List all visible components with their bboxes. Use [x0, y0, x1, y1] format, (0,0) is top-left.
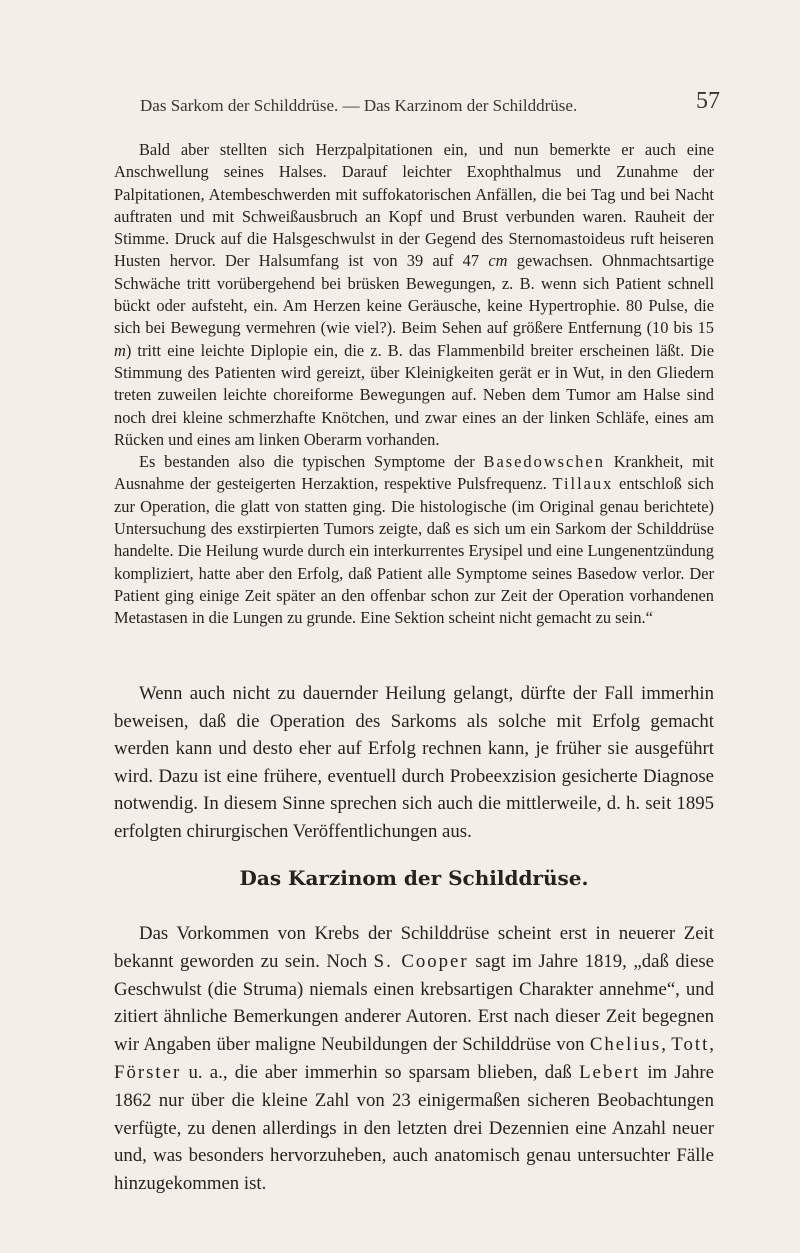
name-basedow: Basedowschen: [483, 452, 605, 472]
name-chelius: Chelius: [589, 1034, 662, 1056]
unit-cm: cm: [488, 251, 508, 271]
name-cooper: S. Cooper: [373, 950, 469, 972]
running-header: [140, 88, 720, 116]
section-heading: Das Karzinom der Schilddrüse.: [239, 866, 589, 890]
name-forster: Förster: [114, 1061, 182, 1083]
case-paragraph-1: Bald aber stellten sich Herzpalpitationen ein, und nun bemerkte er auch eine Anschwellung seines Halses. Darauf leichter Exophthalmus und Zunahme der Palpitationen, Atembeschwerden mit suffokatorischen Anfällen, die bei Tag und bei Nacht auftraten und mit Schweißausbruch an Kopf und Brust verbunden waren. Rauheit der Stimme. Druck auf die Halsgeschwulst in der Gegend des Sternomastoideus ruft heiseren Husten hervor. Der Halsumfang ist von 39 auf 47 cm gewachsen. Ohnmachtsartige Schwäche tritt vorübergehend bei brüsken Bewegungen, z. B. wenn sich Patient schnell bückt oder aufsteht, ein. Am Herzen keine Geräusche, keine Hypertrophie. 80 Pulse, die sich bei Bewegung vermehren (wie viel?). Beim Sehen auf größere Entfernung (10 bis 15 m) tritt eine leichte Diplopie ein, die z. B. das Flammenbild breiter erscheinen läßt. Die Stimmung des Patienten wird gereizt, über Kleinigkeiten gerät er in Wut, in den Gliedern treten zuweilen leichte choreiforme Bewegungen auf. Neben dem Tumor am Halse sind noch drei kleine schmerzhafte Knötchen, und zwar eines an der linken Schläfe, eines am Rücken und eines am linken Oberarm vorhanden.: [114, 140, 714, 449]
carcinoma-block: [114, 920, 714, 1198]
header-separator: —: [342, 96, 360, 115]
case-report-block: [114, 139, 714, 630]
conclusion-paragraph: Wenn auch nicht zu dauernder Heilung gelangt, dürfte der Fall immerhin beweisen, daß die Operation des Sarkoms als solche mit Erfolg gemacht werden kann und desto eher auf Erfolg rechnen kann, je früher sie ausgeführt wird. Dazu ist eine frühere, eventuell durch Probeexzision gesicherte Diagnose notwendig. In diesem Sinne sprechen sich auch die mittlerweile, d. h. seit 1895 erfolgten chirurgischen Veröffentlichungen aus.: [114, 683, 714, 842]
name-tillaux: Tillaux: [552, 474, 614, 494]
header-left: Das Sarkom der Schilddrüse.: [140, 96, 339, 115]
name-lebert: Lebert: [579, 1061, 641, 1083]
page-number: 57: [696, 88, 720, 114]
unit-m: m: [114, 340, 126, 360]
case-paragraph-2: Es bestanden also die typischen Symptome der Basedowschen Krankheit, mit Ausnahme der gesteigerten Herzaktion, respektive Pulsfrequenz. Tillaux entschloß sich zur Operation, die glatt von statten ging. Die histologische (im Original genau berichtete) Untersuchung des exstirpierten Tumors zeigte, daß es sich um ein Sarkom der Schilddrüse handelte. Die Heilung wurde durch ein interkurrentes Erysipel und eine Lungenentzündung kompliziert, hatte aber den Erfolg, daß Patient alle Symptome seines Basedow verlor. Der Patient ging einige Zeit später an den offenbar schon zur Zeit der Operation vorhandenen Metastasen in die Lungen zu grunde. Eine Sektion scheint nicht gemacht zu sein.“: [114, 452, 714, 628]
carcinoma-paragraph: Das Vorkommen von Krebs der Schilddrüse scheint erst in neuerer Zeit bekannt geworden zu sein. Noch S. Cooper sagt im Jahre 1819, „daß diese Geschwulst (die Struma) niemals einen krebsartigen Charakter annehme“, und zitiert ähnliche Bemerkungen anderer Autoren. Erst nach dieser Zeit begegnen wir Angaben über maligne Neubildungen der Schilddrüse von Chelius, Tott, Förster u. a., die aber immerhin so sparsam blieben, daß Lebert im Jahre 1862 nur über die kleine Zahl von 23 einigermaßen sicheren Beobachtungen verfügte, zu denen allerdings in den letzten drei Dezennien eine Anzahl neuer und, was besonders hervorzuheben, auch anatomisch genau untersuchter Fälle hinzugekommen ist.: [114, 923, 715, 1195]
header-right: Das Karzinom der Schilddrüse.: [363, 96, 578, 115]
conclusion-block: [114, 680, 714, 846]
name-tott: Tott: [671, 1034, 710, 1056]
